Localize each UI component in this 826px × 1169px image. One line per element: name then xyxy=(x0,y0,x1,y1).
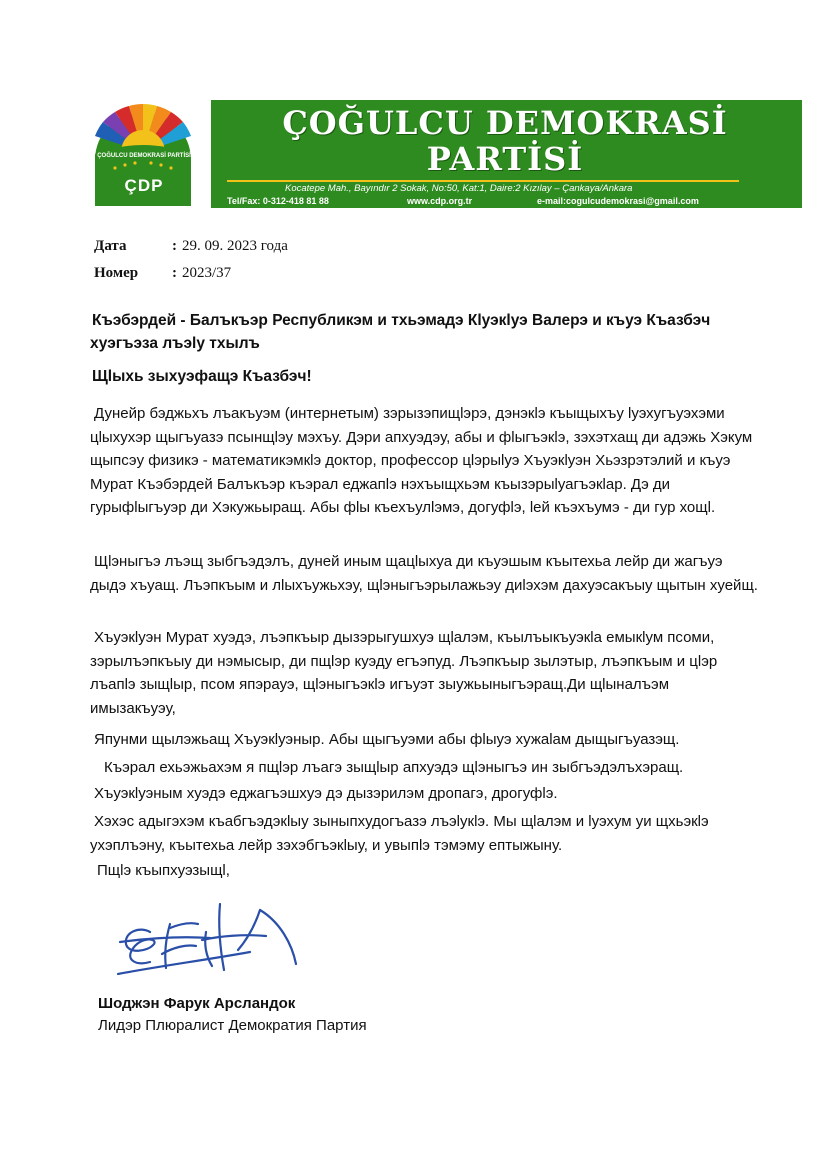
body-paragraph: Щlэныгъэ лъэщ зыбгъэдэлъ, дуней иным щацlыхуа ди къуэшым къытехьа лейр ди жагъуэ дыдэ хъуащ. Лъэпкъым и лlыхъужьхэу, щlэныгъэрылажьэу диlэхэм дахуэсакъыу щытын хуейщ. xyxy=(90,553,758,594)
date-separator: : xyxy=(172,238,177,254)
party-name-line1: ÇOĞULCU DEMOKRASİ xyxy=(282,104,728,142)
party-logo xyxy=(75,100,211,208)
handwritten-signature xyxy=(110,892,310,988)
number-value: 2023/37 xyxy=(182,265,232,281)
number-label: Номер xyxy=(94,265,139,281)
letter-greeting: Щlыхь зыхуэфащэ Къазбэч! xyxy=(92,368,312,385)
signer-name: Шоджэн Фарук Арсландок xyxy=(98,995,296,1012)
body-paragraph: Хъуэкlуэн Мурат хуэдэ, лъэпкъыр дызэрыгушхуэ щlалэм, къылъыкъуэкlа емыкlум псоми, зэрылъэпкъыу ди нэмысыр, ди пщlэр куэду егъэпуд. Лъэпкъыр зылэтыр, лъэпкъым и цlэр лъапlэ зыщlыр, псом япэрауэ, щlэныгъэкlэ игъуэт зыужьыныгъэращ.Ди щlыналъэм имызакъуэу, xyxy=(90,629,718,717)
date-label: Дата xyxy=(94,238,127,254)
body-paragraph: Япунми щылэжьащ Хъуэкlуэныр. Абы щыгъуэми абы фlыуэ хужаlам дыщыгъуазэщ. xyxy=(94,731,680,748)
party-website: www.cdp.org.tr xyxy=(407,196,473,206)
body-paragraph: Хэхэс адыгэхэм къабгъэдэкlыу зыныпхудогъазэ лъэlукlэ. Мы щlалэм и lуэхум уи щхьэкlэ ухэплъэну, къытехьа лейр зэхэбгъэкlыу, и увыпlэ тэмэму ептыжыну. xyxy=(90,813,709,854)
banner-divider xyxy=(227,180,739,182)
body-paragraph: Хъуэкlуэным хуэдэ еджагъэшхуэ дэ дызэрилэм дропагэ, дрогуфlэ. xyxy=(94,785,558,802)
party-name-line2: PARTİSİ xyxy=(426,140,584,178)
body-paragraph: Дунейр бэджьхъ лъакъуэм (интернетым) зэрызэпищlэрэ, дэнэкlэ къыщыхъу lуэхугъуэхэми цlыхухэр щыгъуазэ псынщlэу мэхъу. Дэри апхуэдэу, абы и фlыгъэкlэ, зэхэтхащ ди адэжь Хэкум щыпсэу физикэ - математикэмкlэ доктор, профессор цlэрыlуэ Хъуэкlуэн Хьэзрэтэлий и къуэ Мурат Къэбэрдей Балъкъэр къэрал еджапlэ нэхъыщхьэм къызэрыlуагъэкlар. Дэ ди гурыфlыгъуэр ди Хэкужьыращ. Абы фlы къехъулlэмэ, догуфlэ, lей къэхъумэ - ди гур хощl. xyxy=(90,405,753,516)
letter-closing: Пщlэ къыпхуэзыщl, xyxy=(97,862,230,879)
party-email: e-mail:cogulcudemokrasi@gmail.com xyxy=(537,196,699,206)
signer-role: Лидэр Плюралист Демократия Партия xyxy=(98,1017,367,1034)
letter-subject: Къэбэрдей - Балъкъэр Республикэм и тхьэмадэ Кlуэкlуэ Валерэ и къуэ Къазбэч хуэгъэза лъэlу тхылъ xyxy=(90,312,711,352)
logo-small-text: ÇOĞULCU DEMOKRASİ PARTİSİ xyxy=(97,153,191,159)
body-paragraph: Къэрал ехьэжьахэм я пщlэр лъагэ зыщlыр апхуэдэ щlэныгъэ ин зыбгъэдэлъхэращ. xyxy=(104,759,684,776)
party-address: Kocatepe Mah., Bayındır 2 Sokak, No:50, Kat:1, Daire:2 Kızılay – Çankaya/Ankara xyxy=(285,183,633,194)
number-separator: : xyxy=(172,265,177,281)
letterhead-banner xyxy=(75,100,802,208)
date-value: 29. 09. 2023 года xyxy=(182,238,288,254)
party-phone: Tel/Fax: 0-312-418 81 88 xyxy=(227,196,329,206)
logo-abbreviation: ÇDP xyxy=(124,176,164,195)
